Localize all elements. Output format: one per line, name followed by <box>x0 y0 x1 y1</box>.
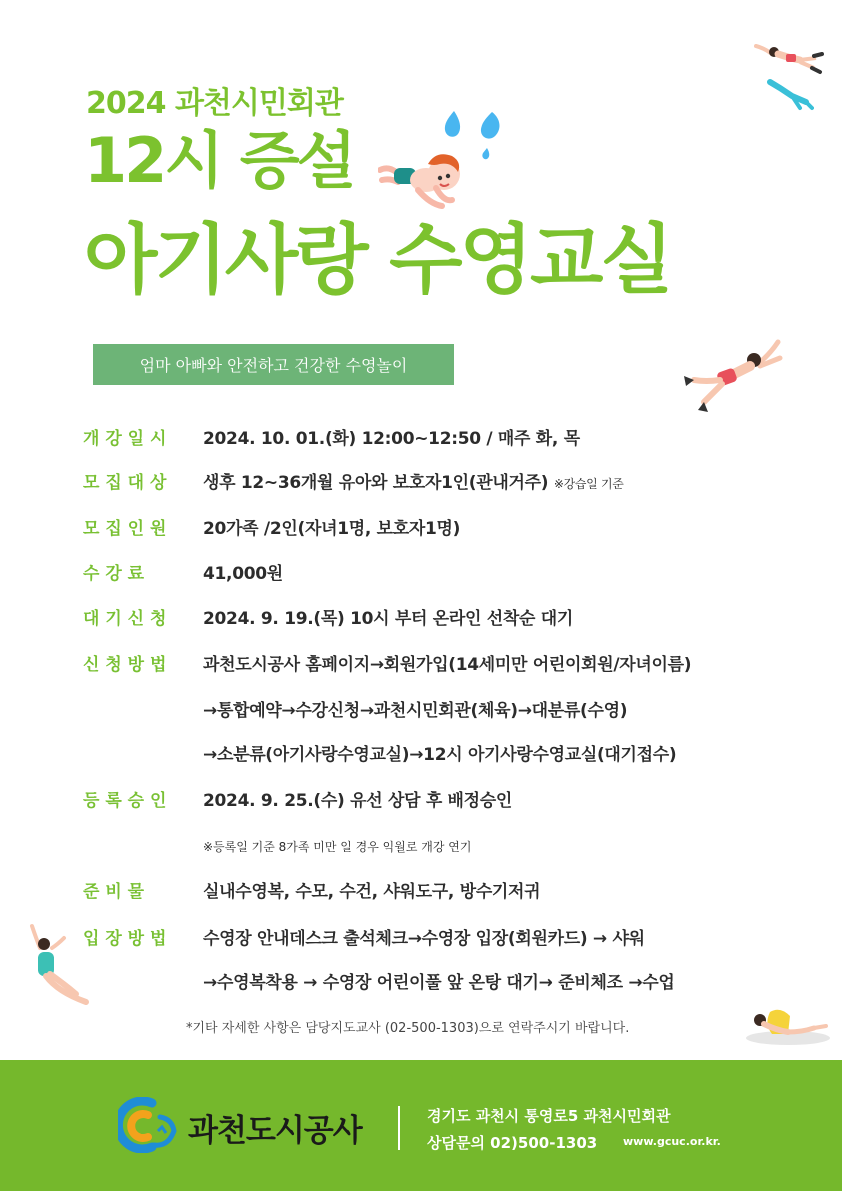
detail-row-fee <box>0 559 842 589</box>
detail-label: 모 집 인 원 <box>83 519 167 539</box>
detail-row-approval <box>0 786 842 816</box>
approval-note: ※등록일 기준 8가족 미만 일 경우 익월로 개강 연기 <box>203 840 472 854</box>
tagline: 엄마 아빠와 안전하고 건강한 수영놀이 <box>93 344 454 385</box>
detail-suffix: ※강습일 기준 <box>553 477 624 491</box>
headline-program: 아기사랑 수영교실 <box>84 215 671 304</box>
website-link[interactable]: www.gcuc.or.kr. <box>623 1135 721 1148</box>
detail-value: 20가족 /2인(자녀1명, 보호자1명) <box>203 519 461 539</box>
method-continuation-1: →통합예약→수강신청→과천시민회관(체육)→대분류(수영) <box>203 701 628 721</box>
detail-value: 2024. 9. 19.(목) 10시 부터 온라인 선착순 대기 <box>203 609 573 629</box>
detail-label: 수 강 료 <box>83 564 145 584</box>
swimmer-icon <box>680 336 786 416</box>
detail-label: 입 장 방 법 <box>83 929 167 949</box>
logo-icon <box>118 1097 180 1153</box>
detail-row-waitlist <box>0 604 842 634</box>
detail-row-entry <box>0 924 842 954</box>
detail-row-capacity <box>0 514 842 544</box>
detail-value: 실내수영복, 수모, 수건, 샤워도구, 방수기저귀 <box>203 882 541 902</box>
detail-label: 등 록 승 인 <box>83 791 167 811</box>
detail-label: 모 집 대 상 <box>83 473 167 493</box>
swimmer-icon <box>752 38 824 78</box>
detail-value: 2024. 10. 01.(화) 12:00~12:50 / 매주 화, 목 <box>203 429 580 449</box>
detail-value: 41,000원 <box>203 564 283 584</box>
method-continuation-2: →소분류(아기사랑수영교실)→12시 아기사랑수영교실(대기접수) <box>203 745 677 765</box>
detail-row-target <box>0 468 842 498</box>
swimmer-icon <box>766 78 814 112</box>
headline-main: 12시 증설 <box>84 124 354 197</box>
swimmer-icon <box>24 922 100 1008</box>
detail-row-method <box>0 650 842 680</box>
swimmer-icon <box>742 1006 832 1046</box>
footer-divider <box>398 1106 400 1150</box>
detail-value: 과천도시공사 홈페이지→회원가입(14세미만 어린이회원/자녀이름) <box>203 655 692 675</box>
detail-label: 준 비 물 <box>83 882 145 902</box>
detail-label: 신 청 방 법 <box>83 655 167 675</box>
detail-value: 생후 12~36개월 유아와 보호자1인(관내거주) ※강습일 기준 <box>203 473 624 493</box>
detail-row-supplies <box>0 877 842 907</box>
footer <box>0 1060 842 1191</box>
phone: 상담문의 02)500-1303 <box>427 1134 598 1152</box>
year-title: 2024 과천시민회관 <box>86 86 343 121</box>
org-name: 과천도시공사 <box>188 1113 362 1149</box>
detail-label: 개 강 일 시 <box>83 429 167 449</box>
detail-row-schedule <box>0 424 842 454</box>
detail-label: 대 기 신 청 <box>83 609 167 629</box>
address: 경기도 과천시 통영로5 과천시민회관 <box>427 1107 671 1125</box>
entry-continuation: →수영복착용 → 수영장 어린이풀 앞 온탕 대기→ 준비체조 →수업 <box>203 973 675 993</box>
contact-note: *기타 자세한 사항은 담당지도교사 (02-500-1303)으로 연락주시기 바랍니다. <box>186 1021 630 1036</box>
detail-value: 수영장 안내데스크 출석체크→수영장 입장(회원카드) → 샤워 <box>203 929 645 949</box>
detail-value: 2024. 9. 25.(수) 유선 상담 후 배정승인 <box>203 791 513 811</box>
baby-swimmer-icon <box>378 148 468 210</box>
